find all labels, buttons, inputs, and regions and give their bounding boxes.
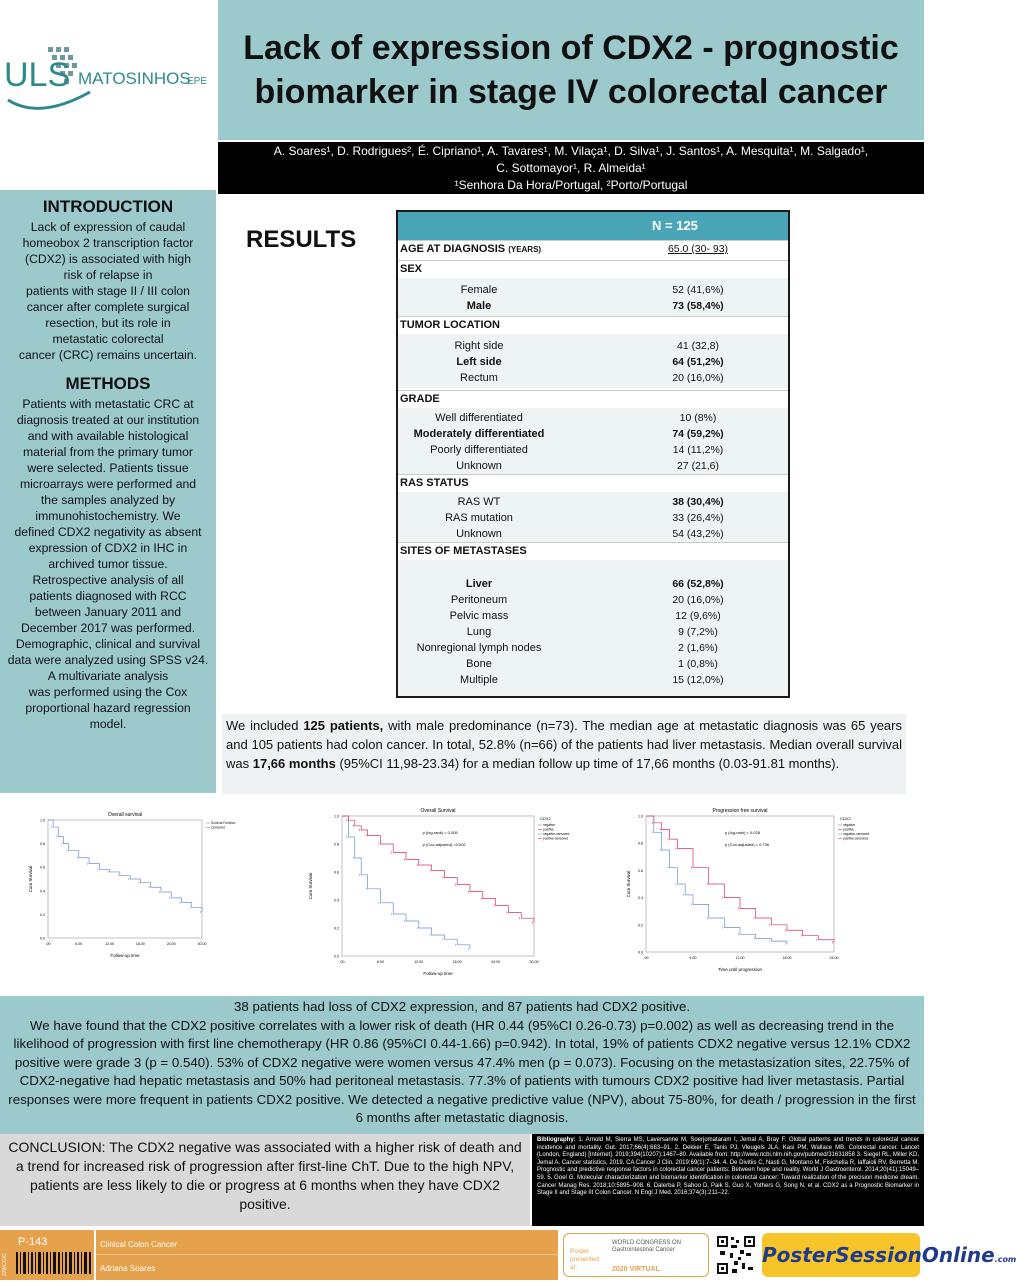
patient-characteristics-table xyxy=(396,210,790,698)
bibliography-label: Bibliography: xyxy=(537,1137,576,1143)
x-tick-label: 24.00 xyxy=(829,956,839,960)
chart-title: Overall survival xyxy=(107,812,143,818)
presented-at-label: Poster presented at: xyxy=(570,1248,599,1271)
y-axis-label: Cum Survival xyxy=(626,870,631,898)
chart-annotation: p (Cox-adjusted) =0.002 xyxy=(422,842,466,847)
logo-name: MATOSINHOS xyxy=(78,69,191,88)
chart-progression-free-survival xyxy=(622,804,886,974)
section-tumor-location: TUMOR LOCATION xyxy=(398,316,788,332)
table-row: Pelvic mass 12 (9,6%) xyxy=(449,610,721,622)
authors-line-2: C. Sottomayor¹, R. Almeida¹ xyxy=(496,161,646,175)
y-tick-label: 0.8 xyxy=(334,842,339,847)
chart-overall-survival-cdx2 xyxy=(304,800,592,978)
results-summary: We included 125 patients, with male predominance (n=73). The median age at metastatic diagnosis was 65 years and 105 patients had colon cancer. In total, 52.8% (n=66) of the patients had liver metastasis. Median overall survival was 17,66 months (95%CI 11,98-23.34) for a median follow up time of 17,66 months (0.03-91.81 months). xyxy=(222,714,906,794)
qr-code-icon[interactable] xyxy=(716,1233,756,1277)
y-tick-label: 0.6 xyxy=(638,868,643,873)
y-tick-label: 0.2 xyxy=(638,923,643,928)
table-row: RAS mutation 33 (26,4%) xyxy=(445,512,724,524)
legend-entry: negative xyxy=(543,823,556,827)
chart-overall-survival xyxy=(24,808,256,960)
x-tick-label: 24.00 xyxy=(491,960,501,964)
bibliography-text: 1. Arnold M, Sierra MS, Laversanne M, Soerjomataram I, Jemal A, Bray F. Global patterns and trends in colorectal cancer incidence and mortality. Gut. 2017;66(4):683–91. 2. Dekker E, Tanis PJ, Vleugels JLA, Kasi PM, Wallace MB. Colorectal cancer. Lancet (London, England) [Internet]. 2019;394(10207):1467–80. Available from: http://www.ncbi.nlm.nih.gov/pubmed/31631858 3. Siegel RL, Miller KD, Jemal A. Cancer statistics, 2019. CA Cancer J Clin. 2019;69(1):7–34. 4. De Divitiis C, Nasti G, Montano M, Fisichella R, Iaffaioli RV, Berretta M. Prognostic and predictive response factors in colorectal cancer patients: Between hope and reality. World J Gastroenterol. 2014;20(41):15049–59. 5. Goel G. Molecular characterization and biomarker identification in colorectal cancer: Toward realization of the precision medicine dream. Cancer Manag Res. 2018;10:5895–908. 6. Dalerba P, Sahoo D, Paik S, Guo X, Yothers G, Song N, et al. CDX2 as a Prognostic Biomarker in Stage II and Stage III Colon Cancer. N Engl J Med. 2016;374(3):211–22. xyxy=(537,1137,919,1197)
age-unit: (YEARS) xyxy=(508,245,542,254)
bibliography-panel xyxy=(532,1134,924,1226)
authors-line-1: A. Soares¹, D. Rodrigues², É. Cipriano¹, A. Tavares¹, M. Vilaça¹, D. Silva¹, J. Santos¹, A. Mesquita¹, M. Salgado¹, xyxy=(273,144,869,158)
methods-heading: METHODS xyxy=(65,374,151,393)
presenter: Adriana Soares xyxy=(100,1264,156,1273)
y-axis-label: Cum Survival xyxy=(28,865,33,893)
legend-entry: Survival Function xyxy=(211,821,236,825)
authors-panel xyxy=(218,142,924,194)
table-row: Nonregional lymph nodes 2 (1,6%) xyxy=(416,642,718,654)
congress-name: WORLD CONGRESS ON Gastrointestinal Cancer xyxy=(612,1240,682,1253)
legend-entry: Censored xyxy=(211,825,225,830)
legend-entry: positive-censored xyxy=(543,836,568,841)
table-header-n: N = 125 xyxy=(652,218,698,233)
table-row: Male 73 (58,4%) xyxy=(466,300,724,312)
y-tick-label: 0.2 xyxy=(334,926,339,931)
y-tick-label: 1.0 xyxy=(638,814,643,819)
table-row-age xyxy=(398,240,788,256)
table-row: Multiple 15 (12,0%) xyxy=(460,674,724,686)
table-row: Female 52 (41,6%) xyxy=(460,284,724,296)
legend-entry: negative-censored xyxy=(843,832,870,836)
poster-category-box xyxy=(96,1230,558,1280)
affiliations: ¹Senhora Da Hora/Portugal, ²Porto/Portugal xyxy=(454,178,688,192)
chart-title: Overall Survival xyxy=(420,808,456,814)
y-tick-label: 0.6 xyxy=(334,870,339,875)
x-tick-label: 6.00 xyxy=(376,960,384,964)
chart-annotation: p (Cox-adjusted) = 0.736 xyxy=(724,842,770,847)
y-tick-label: 0.4 xyxy=(40,889,45,894)
y-axis-label: Cum Survival xyxy=(308,872,313,900)
conclusion-panel: CONCLUSION: The CDX2 negative was associated with a higher risk of death and a trend for increased risk of progression after first-line ChT. Due to the high NPV, patients are less likely to die or progress at 6 months when they have CDX2 positive. xyxy=(0,1134,530,1226)
table-header xyxy=(398,212,788,240)
x-tick-label: 12.00 xyxy=(735,956,745,960)
logo-suffix: EPE xyxy=(187,76,208,87)
legend-title: CDX2 xyxy=(840,816,851,821)
poster-title: Lack of expression of CDX2 - prognostic biomarker in stage IV colorectal cancer xyxy=(243,29,899,111)
grade-rows xyxy=(398,408,788,476)
section-grade: GRADE xyxy=(398,390,788,406)
plot-area xyxy=(48,820,202,938)
age-value: 65.0 (30- 93) xyxy=(667,243,729,255)
metastases-rows xyxy=(398,560,788,696)
x-axis-label: Follow-up time xyxy=(423,971,453,976)
chart-title: Progression free survival xyxy=(712,808,768,814)
x-tick-label: 6.00 xyxy=(75,942,83,946)
y-tick-label: 1.0 xyxy=(334,814,339,819)
left-column xyxy=(0,190,216,793)
table-row: Peritoneum 20 (16,0%) xyxy=(450,594,724,606)
table-row: Rectum 20 (16,0%) xyxy=(460,372,724,384)
y-tick-label: 0.2 xyxy=(40,912,45,917)
legend-entry: negative-censored xyxy=(543,832,570,836)
x-tick-label: 18.00 xyxy=(782,956,792,960)
table-row: Unknown 27 (21,6) xyxy=(456,460,720,472)
y-tick-label: 0.8 xyxy=(40,842,45,847)
table-row: Lung 9 (7,2%) xyxy=(466,626,718,638)
postersessiononline-logo[interactable]: PosterSessionOnline.com xyxy=(762,1233,920,1277)
presented-at-box xyxy=(563,1233,709,1277)
x-tick-label: .00 xyxy=(45,942,51,946)
legend-entry: positive xyxy=(843,827,854,832)
conclusion-highlight: higher risk of death xyxy=(375,1139,495,1155)
title-panel xyxy=(218,0,924,140)
table-row: Unknown 54 (43,2%) xyxy=(456,528,724,540)
y-tick-label: 0.4 xyxy=(638,896,643,901)
location-rows xyxy=(398,334,788,388)
table-row: Poorly differentiated 14 (11,2%) xyxy=(430,444,724,456)
congress-year: 2020 VIRTUAL xyxy=(612,1266,660,1273)
y-tick-label: 1.0 xyxy=(40,818,45,823)
ras-rows xyxy=(398,492,788,544)
legend-entry: negative xyxy=(843,823,856,827)
chart-annotation: p (log-rank) < 0.005 xyxy=(422,830,458,835)
table-row: Moderately differentiated 74 (59,2%) xyxy=(413,428,724,440)
category: Clinical Colon Cancer xyxy=(100,1240,177,1249)
x-axis-label: Follow-up time xyxy=(110,953,140,958)
findings-text: 38 patients had loss of CDX2 expression, and 87 patients had CDX2 positive. We have found that the CDX2 positive correlates with a lower risk of death (HR 0.44 (95%CI 0.26-0.73) p=0.002) as well as decreasing trend in the likelihood of progression with first line chemotherapy (HR 0.86 (95%CI 0.44-1.66) p=0.942). In total, 19% of patients CDX2 negative versus 12.1% CDX2 positive were grade 3 (p = 0.540). 53% of CDX2 negative were women versus 47.4% men (p = 0.073). Focusing on the metastasization sites, 22.75% of CDX2-negative had hepatic metastasis and 50% had peritoneal metastasis. 77.3% of patients with tumours CDX2 positive had liver metastasis. Partial responses were more frequent in patients CDX2 positive. We detected a negative predictive value (NPV), about 75-80%, for death / progression in the first 6 months after metastatic diagnosis. xyxy=(8,999,916,1125)
section-metastases: SITES OF METASTASES xyxy=(398,542,788,558)
x-tick-label: 6.00 xyxy=(689,956,697,960)
x-tick-label: .00 xyxy=(643,956,649,960)
median-os: 17,66 months xyxy=(252,756,336,771)
results-heading: RESULTS xyxy=(246,226,357,253)
x-tick-label: 18.00 xyxy=(135,942,145,946)
legend-entry: positive-censored xyxy=(843,836,868,841)
table-row: RAS WT 38 (30,4%) xyxy=(457,496,724,508)
sex-rows xyxy=(398,278,788,318)
side-code: 22WCGIC xyxy=(2,1253,8,1276)
poster-code: P-143 xyxy=(18,1236,48,1248)
x-tick-label: 12.00 xyxy=(414,960,424,964)
x-tick-label: .00 xyxy=(339,960,345,964)
y-tick-label: 0.6 xyxy=(40,865,45,870)
logo-initials: ULS xyxy=(4,56,71,94)
y-tick-label: 0.8 xyxy=(638,841,643,846)
section-ras-status: RAS STATUS xyxy=(398,474,788,490)
x-tick-label: 30.00 xyxy=(197,942,207,946)
methods-text: Patients with metastatic CRC at diagnosis treated at our institution and with available histological material from the primary tumor were selected. Patients tissue microarrays were performed and the samples analyzed by immunohistochemistry. We defined CDX2 negativity as absent expression of CDX2 in IHC in archived tumor tissue. Retrospective analysis of all patients diagnosed with RCC between January 2011 and December 2017 was performed. Demographic, clinical and survival data were analyzed using SPSS v24. A multivariate analysis was performed using the Cox proportional hazard regression model. xyxy=(7,397,209,731)
table-row: Right side 41 (32,8) xyxy=(454,340,720,352)
x-tick-label: 18.00 xyxy=(452,960,462,964)
age-label: AGE AT DIAGNOSIS xyxy=(400,243,506,255)
y-tick-label: 0.4 xyxy=(334,898,339,903)
x-tick-label: 12.00 xyxy=(105,942,115,946)
y-tick-label: 0.0 xyxy=(334,954,339,959)
table-row: Left side 64 (51,2%) xyxy=(456,356,724,368)
introduction-text: Lack of expression of caudal homeobox 2 transcription factor (CDX2) is associated with high risk of relapse in patients with stage II / III colon cancer after complete surgical resection, but its role in metastatic colorectal cancer (CRC) remains uncertain. xyxy=(18,220,198,362)
institution-logo xyxy=(0,0,216,140)
conclusion-label: CONCLUSION: xyxy=(8,1139,106,1155)
x-tick-label: 30.00 xyxy=(529,960,539,964)
table-row: Bone 1 (0,8%) xyxy=(466,658,718,670)
introduction-heading: INTRODUCTION xyxy=(42,197,174,216)
patients-count: 125 patients, xyxy=(303,718,384,733)
legend-entry: positive xyxy=(543,827,554,832)
barcode-icon xyxy=(16,1252,92,1274)
x-axis-label: Time until progression xyxy=(717,967,763,972)
table-row: Liver 66 (52,8%) xyxy=(465,578,724,590)
poster-code-box xyxy=(0,1230,94,1280)
legend-title: CDX2 xyxy=(540,816,551,821)
table-row: Well differentiated 10 (8%) xyxy=(435,412,717,424)
y-tick-label: 0.0 xyxy=(40,936,45,941)
findings-panel xyxy=(0,996,924,1134)
footer xyxy=(0,1230,1016,1280)
x-tick-label: 24.00 xyxy=(166,942,176,946)
section-sex: SEX xyxy=(398,260,788,276)
y-tick-label: 0.0 xyxy=(638,950,643,955)
chart-annotation: p (log-rank) = 0.028 xyxy=(724,830,760,835)
